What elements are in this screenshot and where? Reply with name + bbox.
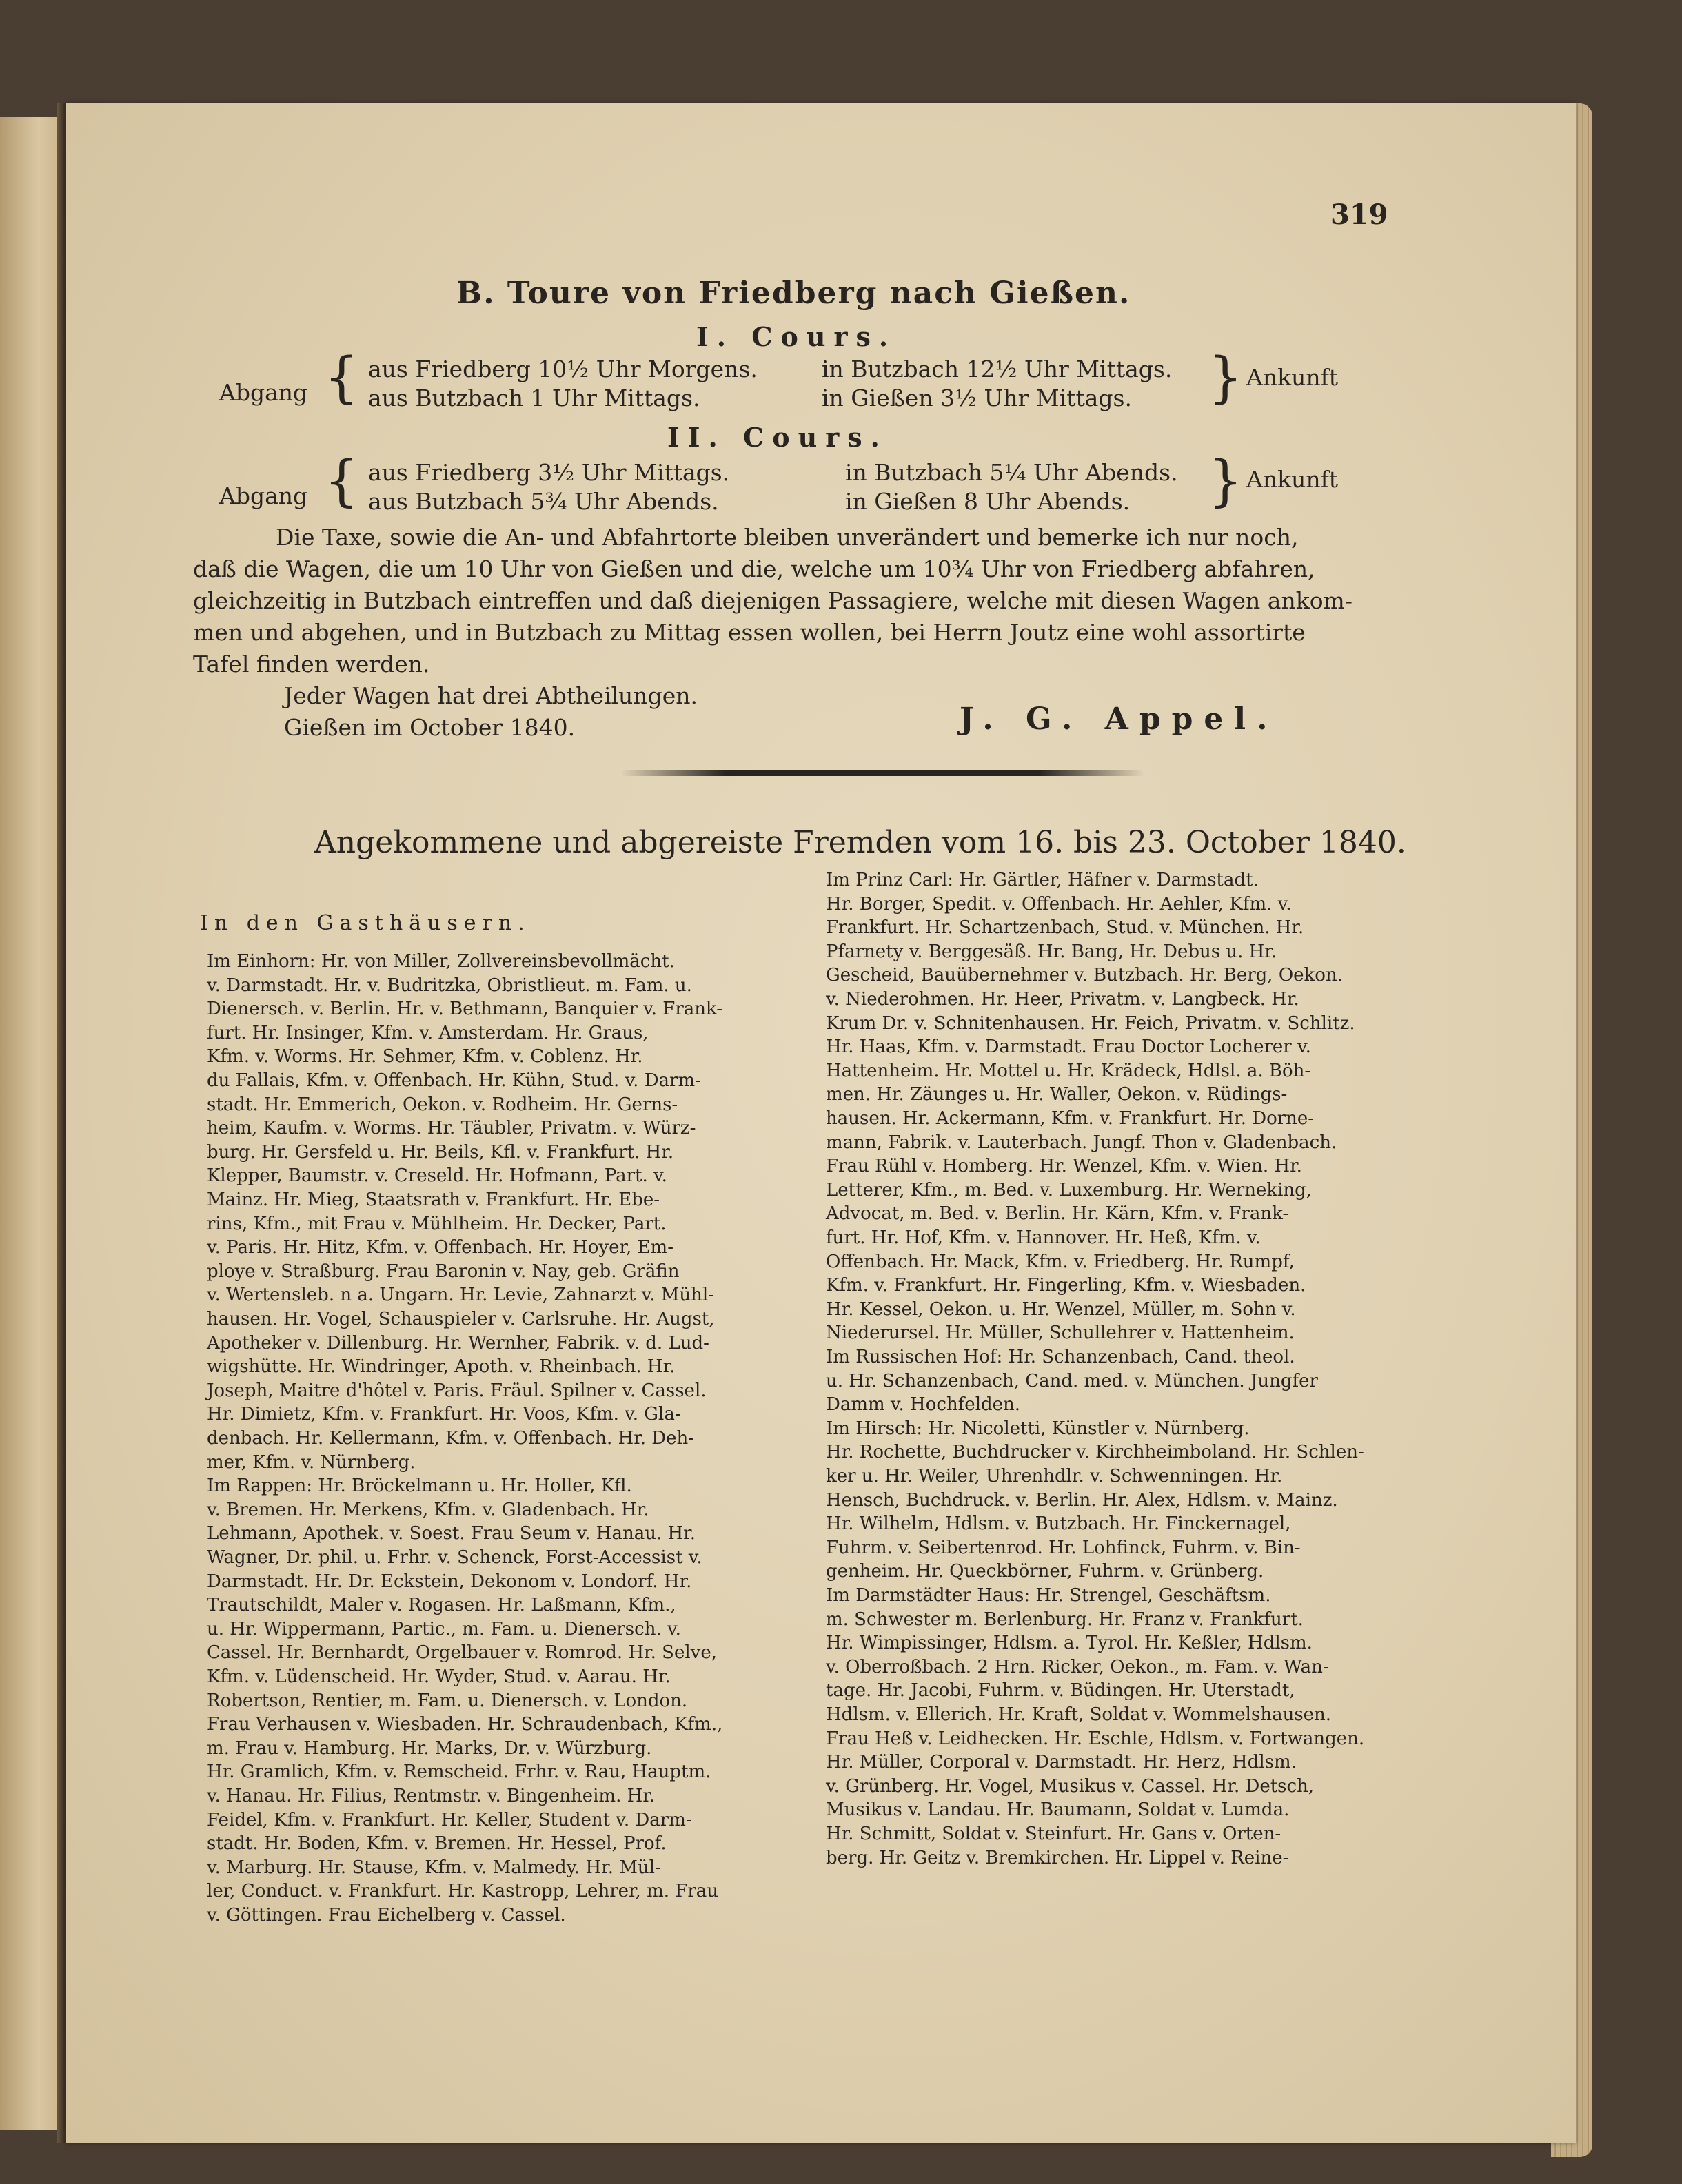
listing-line: Krum Dr. v. Schnitenhausen. Hr. Feich, Privatm. v. Schlitz. (826, 1012, 1355, 1034)
listing-line: Frankfurt. Hr. Schartzenbach, Stud. v. München. Hr. (826, 917, 1304, 939)
listing-line: Im Prinz Carl: Hr. Gärtler, Häfner v. Darmstadt. (826, 870, 1259, 890)
listing-line: Im Rappen: Hr. Bröckelmann u. Hr. Holler, Kfl. (207, 1476, 632, 1497)
cours-2-row-2-from: aus Butzbach 5¾ Uhr Abends. (368, 488, 719, 515)
note-line-2: Gießen im October 1840. (284, 714, 576, 741)
listing-line: Mainz. Hr. Mieg, Staatsrath v. Frankfurt. Hr. Ebe- (207, 1190, 660, 1210)
listing-line: Hr. Rochette, Buchdrucker v. Kirchheimboland. Hr. Schlen- (826, 1442, 1364, 1463)
listing-line: Darmstadt. Hr. Dr. Eckstein, Dekonom v. Londorf. Hr. (207, 1571, 692, 1592)
listing-line: du Fallais, Kfm. v. Offenbach. Hr. Kühn, Stud. v. Darm- (207, 1070, 701, 1091)
listing-line: u. Hr. Wippermann, Partic., m. Fam. u. Dienersch. v. (207, 1618, 681, 1640)
listing-line: tage. Hr. Jacobi, Fuhrm. v. Büdingen. Hr. Uterstadt, (826, 1680, 1295, 1702)
column-heading: In den Gasthäusern. (200, 911, 531, 935)
listing-line: rins, Kfm., mit Frau v. Mühlheim. Hr. Decker, Part. (207, 1213, 667, 1234)
listing-line: Hr. Wilhelm, Hdlsm. v. Butzbach. Hr. Finckernagel, (826, 1513, 1291, 1535)
cours-1-row-2-to: in Gießen 3½ Uhr Mittags. (822, 385, 1132, 411)
listing-line: Fuhrm. v. Seibertenrod. Hr. Lohfinck, Fuhrm. v. Bin- (826, 1537, 1301, 1558)
listing-line: Gescheid, Bauübernehmer v. Butzbach. Hr. Berg, Oekon. (826, 965, 1343, 986)
listing-line: Trautschildt, Maler v. Rogasen. Hr. Laßmann, Kfm., (207, 1595, 676, 1616)
listing-line: Hensch, Buchdruck. v. Berlin. Hr. Alex, Hdlsm. v. Mainz. (826, 1489, 1338, 1511)
cours-2-title: II. Cours. (667, 422, 888, 453)
listing-line: v. Niederohmen. Hr. Heer, Privatm. v. Langbeck. Hr. (826, 989, 1299, 1010)
cours-1-right-brace: } (1208, 345, 1243, 409)
listing-line: Hr. Müller, Corporal v. Darmstadt. Hr. Herz, Hdlsm. (826, 1752, 1297, 1773)
listing-line: m. Frau v. Hamburg. Hr. Marks, Dr. v. Würzburg. (207, 1737, 652, 1759)
cours-1-title: I. Cours. (696, 321, 897, 352)
listing-line: ploye v. Straßburg. Frau Baronin v. Nay, geb. Gräfin (207, 1261, 680, 1282)
listing-line: Hr. Schmitt, Soldat v. Steinfurt. Hr. Gans v. Orten- (826, 1824, 1281, 1844)
listing-line: stadt. Hr. Boden, Kfm. v. Bremen. Hr. Hessel, Prof. (207, 1833, 667, 1855)
listing-line: u. Hr. Schanzenbach, Cand. med. v. München. Jungfer (826, 1370, 1318, 1391)
listing-line: Offenbach. Hr. Mack, Kfm. v. Friedberg. Hr. Rumpf, (826, 1251, 1295, 1272)
page-number: 319 (1330, 198, 1388, 231)
listing-line: Hr. Wimpissinger, Hdlsm. a. Tyrol. Hr. Keßler, Hdlsm. (826, 1633, 1313, 1654)
divider-rule (620, 770, 1144, 776)
cours-2-left-brace: { (324, 449, 359, 513)
listing-line: mer, Kfm. v. Nürnberg. (207, 1451, 416, 1473)
listing-line: Frau Rühl v. Homberg. Hr. Wenzel, Kfm. v. Wien. Hr. (826, 1156, 1302, 1177)
cours-2-departure-label: Abgang (219, 482, 308, 509)
listing-line: wigshütte. Hr. Windringer, Apoth. v. Rheinbach. Hr. (207, 1356, 676, 1378)
schedule-heading: B. Toure von Friedberg nach Gießen. (456, 276, 1131, 311)
listing-line: denbach. Hr. Kellermann, Kfm. v. Offenbach. Hr. Deh- (207, 1428, 695, 1449)
listing-line: Hattenheim. Hr. Mottel u. Hr. Krädeck, Hdlsl. a. Böh- (826, 1060, 1311, 1081)
listing-line: Hr. Haas, Kfm. v. Darmstadt. Frau Doctor Locherer v. (826, 1037, 1311, 1058)
cours-2-row-1-to: in Butzbach 5¼ Uhr Abends. (845, 459, 1178, 486)
listing-line: heim, Kaufm. v. Worms. Hr. Täubler, Privatm. v. Würz- (207, 1118, 696, 1139)
listing-line: Robertson, Rentier, m. Fam. u. Dienersch. v. London. (207, 1690, 688, 1711)
cours-1-arrival-label: Ankunft (1246, 364, 1339, 391)
listing-line: Advocat, m. Bed. v. Berlin. Hr. Kärn, Kfm. v. Frank- (826, 1203, 1289, 1225)
listing-line: Hr. Dimietz, Kfm. v. Frankfurt. Hr. Voos, Kfm. v. Gla- (207, 1404, 681, 1425)
listing-line: Apotheker v. Dillenburg. Hr. Wernher, Fabrik. v. d. Lud- (207, 1332, 709, 1354)
listing-line: Hr. Kessel, Oekon. u. Hr. Wenzel, Müller, m. Sohn v. (826, 1298, 1296, 1320)
listing-line: Niederursel. Hr. Müller, Schullehrer v. Hattenheim. (826, 1323, 1295, 1344)
listing-line: Lehmann, Apothek. v. Soest. Frau Seum v. Hanau. Hr. (207, 1523, 696, 1544)
listing-line: berg. Hr. Geitz v. Bremkirchen. Hr. Lippel v. Reine- (826, 1847, 1289, 1868)
cours-1-departure-label: Abgang (219, 379, 308, 406)
cours-1-row-2-from: aus Butzbach 1 Uhr Mittags. (368, 385, 700, 411)
listing-line: ler, Conduct. v. Frankfurt. Hr. Kastropp, Lehrer, m. Frau (207, 1881, 719, 1902)
listing-line: Kfm. v. Worms. Hr. Sehmer, Kfm. v. Coblenz. Hr. (207, 1046, 643, 1068)
listing-line: furt. Hr. Insinger, Kfm. v. Amsterdam. Hr. Graus, (207, 1022, 649, 1043)
listing-line: furt. Hr. Hof, Kfm. v. Hannover. Hr. Heß, Kfm. v. (826, 1227, 1261, 1248)
cours-2-arrival-label: Ankunft (1246, 466, 1339, 493)
section-title: Angekommene und abgereiste Fremden vom 16. bis 23. October 1840. (314, 825, 1406, 860)
cours-1-row-1-from: aus Friedberg 10½ Uhr Morgens. (368, 356, 758, 382)
listing-line: Hdlsm. v. Ellerich. Hr. Kraft, Soldat v. Wommelshausen. (826, 1704, 1332, 1725)
listing-line: hausen. Hr. Vogel, Schauspieler v. Carlsruhe. Hr. Augst, (207, 1309, 715, 1329)
listing-line: Musikus v. Landau. Hr. Baumann, Soldat v. Lumda. (826, 1799, 1290, 1821)
cours-2-row-2-to: in Gießen 8 Uhr Abends. (845, 488, 1131, 515)
cours-2-row-1-from: aus Friedberg 3½ Uhr Mittags. (368, 459, 730, 486)
paragraph-line-4: men und abgehen, und in Butzbach zu Mittag essen wollen, bei Herrn Joutz eine wohl assortirte (193, 619, 1306, 646)
listing-line: Frau Verhausen v. Wiesbaden. Hr. Schraudenbach, Kfm., (207, 1714, 723, 1735)
listing-line: Letterer, Kfm., m. Bed. v. Luxemburg. Hr. Werneking, (826, 1179, 1313, 1201)
listing-line: Hr. Gramlich, Kfm. v. Remscheid. Frhr. v. Rau, Hauptm. (207, 1762, 711, 1783)
listing-line: Damm v. Hochfelden. (826, 1394, 1021, 1416)
listing-line: Kfm. v. Frankfurt. Hr. Fingerling, Kfm. v. Wiesbaden. (826, 1275, 1306, 1296)
listing-line: Im Hirsch: Hr. Nicoletti, Künstler v. Nürnberg. (826, 1418, 1250, 1439)
listing-line: Kfm. v. Lüdenscheid. Hr. Wyder, Stud. v. Aarau. Hr. (207, 1666, 671, 1687)
listing-line: Frau Heß v. Leidhecken. Hr. Eschle, Hdlsm. v. Fortwangen. (826, 1728, 1365, 1749)
listing-line: v. Marburg. Hr. Stause, Kfm. v. Malmedy. Hr. Mül- (207, 1857, 661, 1878)
listing-line: v. Wertensleb. n a. Ungarn. Hr. Levie, Zahnarzt v. Mühl- (207, 1285, 714, 1306)
listing-line: hausen. Hr. Ackermann, Kfm. v. Frankfurt. Hr. Dorne- (826, 1108, 1315, 1129)
listing-line: v. Bremen. Hr. Merkens, Kfm. v. Gladenbach. Hr. (207, 1499, 649, 1520)
listing-line: Hr. Borger, Spedit. v. Offenbach. Hr. Aehler, Kfm. v. (826, 893, 1292, 915)
listing-line: v. Oberroßbach. 2 Hrn. Ricker, Oekon., m. Fam. v. Wan- (826, 1656, 1329, 1677)
listing-line: v. Paris. Hr. Hitz, Kfm. v. Offenbach. Hr. Hoyer, Em- (207, 1237, 673, 1258)
cours-2-right-brace: } (1208, 449, 1243, 513)
listing-line: v. Darmstadt. Hr. v. Budritzka, Obristlieut. m. Fam. u. (207, 974, 692, 996)
listing-line: ker u. Hr. Weiler, Uhrenhdlr. v. Schwenningen. Hr. (826, 1466, 1283, 1487)
listing-line: v. Hanau. Hr. Filius, Rentmstr. v. Bingenheim. Hr. (207, 1786, 656, 1806)
listing-line: Cassel. Hr. Bernhardt, Orgelbauer v. Romrod. Hr. Selve, (207, 1642, 718, 1664)
cours-1-row-1-to: in Butzbach 12½ Uhr Mittags. (822, 356, 1173, 382)
listing-line: Pfarnety v. Berggesäß. Hr. Bang, Hr. Debus u. Hr. (826, 941, 1277, 962)
listing-line: m. Schwester m. Berlenburg. Hr. Franz v. Frankfurt. (826, 1609, 1304, 1630)
paragraph-line-5: Tafel finden werden. (193, 651, 430, 677)
listing-line: Im Einhorn: Hr. von Miller, Zollvereinsbevollmächt. (207, 951, 675, 972)
listing-line: Klepper, Baumstr. v. Creseld. Hr. Hofmann, Part. v. (207, 1165, 667, 1187)
listing-line: Im Darmstädter Haus: Hr. Strengel, Geschäftsm. (826, 1585, 1271, 1606)
listing-line: Im Russischen Hof: Hr. Schanzenbach, Cand. theol. (826, 1347, 1295, 1367)
listing-line: stadt. Hr. Emmerich, Oekon. v. Rodheim. Hr. Gerns- (207, 1094, 678, 1115)
listing-line: v. Grünberg. Hr. Vogel, Musikus v. Cassel. Hr. Detsch, (826, 1775, 1315, 1797)
listing-line: genheim. Hr. Queckbörner, Fuhrm. v. Grünberg. (826, 1561, 1264, 1582)
listing-line: mann, Fabrik. v. Lauterbach. Jungf. Thon v. Gladenbach. (826, 1132, 1337, 1153)
note-line-1: Jeder Wagen hat drei Abtheilungen. (284, 682, 698, 709)
signature: J. G. Appel. (960, 702, 1279, 737)
cours-1-left-brace: { (324, 345, 359, 409)
left-page-edge (0, 117, 63, 2130)
listing-line: Feidel, Kfm. v. Frankfurt. Hr. Keller, Student v. Darm- (207, 1809, 692, 1830)
listing-line: burg. Hr. Gersfeld u. Hr. Beils, Kfl. v. Frankfurt. Hr. (207, 1141, 674, 1163)
paragraph-line-3: gleichzeitig in Butzbach eintreffen und daß diejenigen Passagiere, welche mit diesen Wagen ankom- (193, 587, 1353, 614)
paragraph-line-1: Die Taxe, sowie die An- und Abfahrtorte bleiben unverändert und bemerke ich nur noch, (276, 524, 1299, 551)
listing-line: Dienersch. v. Berlin. Hr. v. Bethmann, Banquier v. Frank- (207, 999, 723, 1020)
listing-line: Wagner, Dr. phil. u. Frhr. v. Schenck, Forst-Accessist v. (207, 1547, 702, 1568)
listing-line: v. Göttingen. Frau Eichelberg v. Cassel. (207, 1905, 566, 1926)
paragraph-line-2: daß die Wagen, die um 10 Uhr von Gießen und die, welche um 10¾ Uhr von Friedberg abfahren, (193, 555, 1315, 582)
listing-line: Joseph, Maitre d'hôtel v. Paris. Fräul. Spilner v. Cassel. (207, 1380, 707, 1401)
listing-line: men. Hr. Zäunges u. Hr. Waller, Oekon. v. Rüdings- (826, 1084, 1288, 1105)
